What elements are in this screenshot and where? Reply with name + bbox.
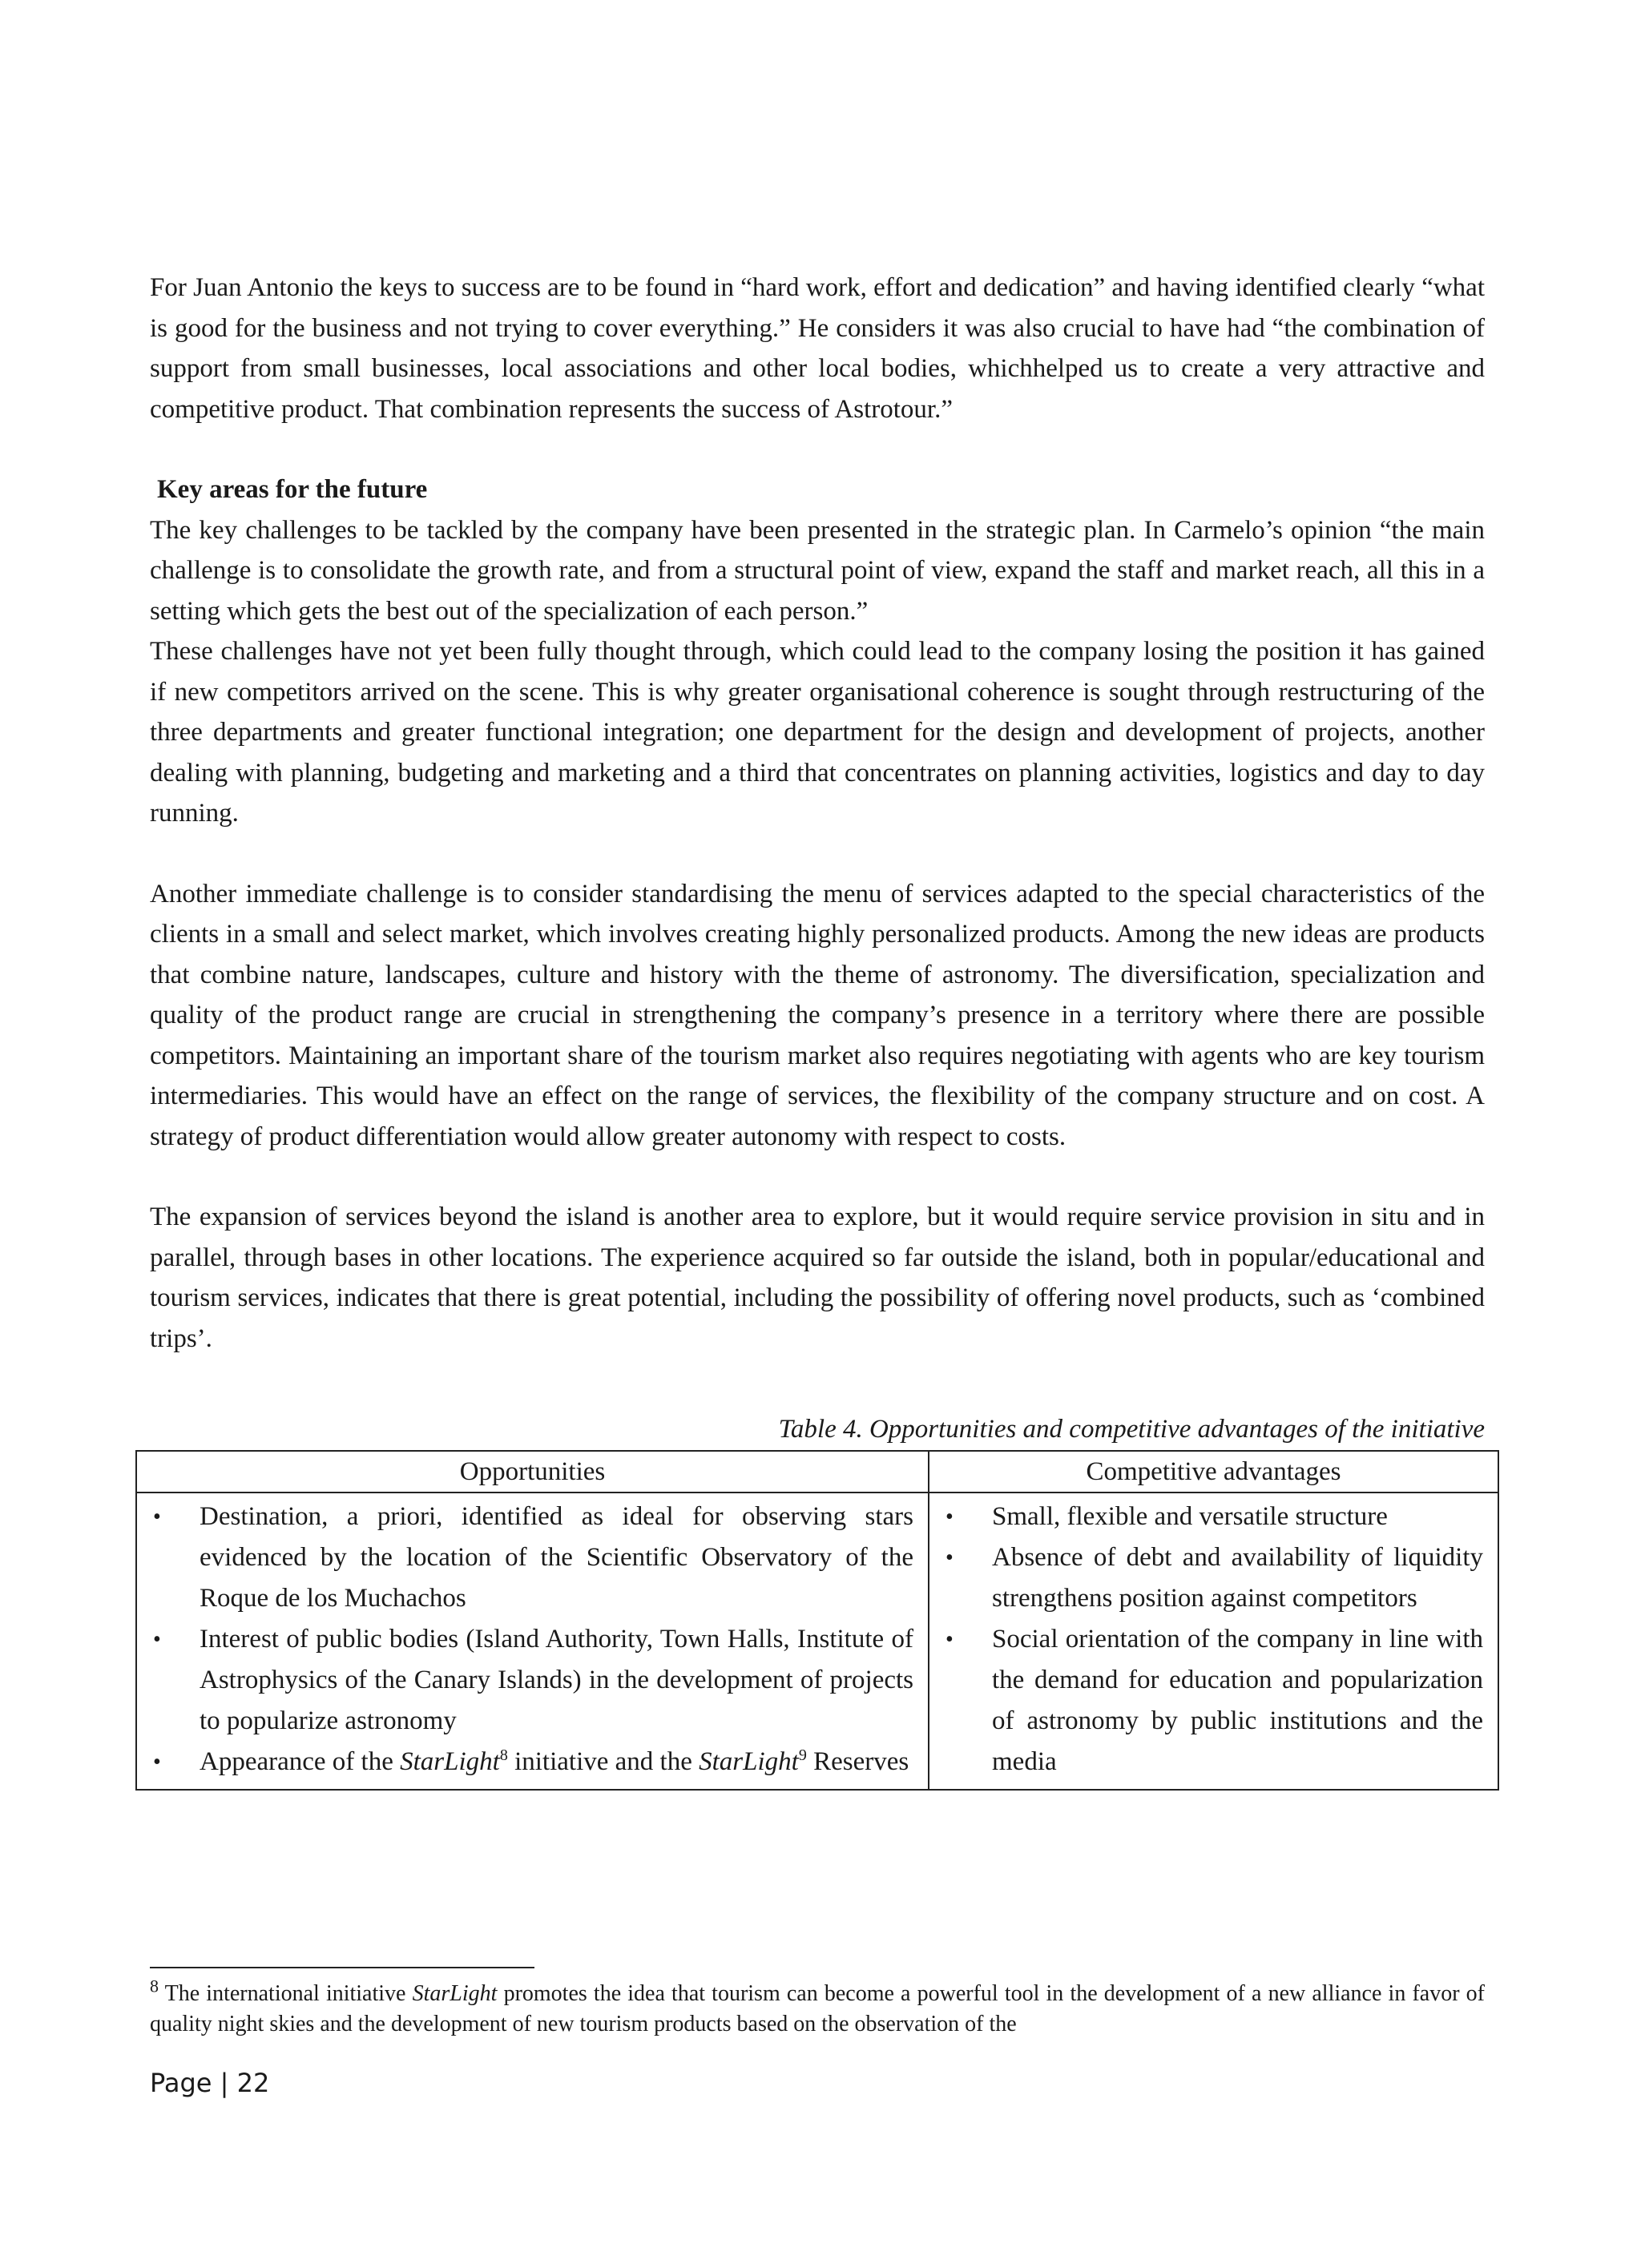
footnote-divider [150,1967,534,1968]
bullet-icon: • [945,1505,954,1529]
opportunities-header: Opportunities [136,1451,929,1493]
bullet-icon: • [945,1545,954,1570]
paragraph-expansion: The expansion of services beyond the island is another area to explore, but it would require service provision in situ and in parallel, through bases in other locations. The experience acquired so far outside the island, both in popular/educational and tourism services, indicates that there is great potential, including the possibility of offering novel products, such as ‘combined trips’. [150,1202,1485,1353]
list-item [941,1537,1483,1619]
paragraph-key-challenges: The key challenges to be tackled by the company have been presented in the strategic plan. In Carmelo’s opinion “the main challenge is to consolidate the growth rate, and from a structural point of view, expand the staff and market reach, all this in a setting which gets the best out of the specialization of each person.” [150,515,1485,626]
footnote-ref: 9 [798,1746,807,1764]
list-item [941,1619,1483,1783]
advantages-header: Competitive advantages [929,1451,1498,1493]
bullet-icon: • [153,1505,161,1529]
footnote [150,1976,1486,2040]
bullet-icon: • [945,1627,954,1652]
list-item-text: Social orientation of the company in line with the demand for education and popularization of astronomy by public institutions and the media [992,1625,1483,1776]
list-item [148,1497,913,1619]
paragraph-restructuring: These challenges have not yet been fully thought through, which could lead to the company losing the position it has gained if new competitors arrived on the scene. This is why greater organisational coherence is sought through restructuring of the three departments and greater functional integration; one department for the design and development of projects, another dealing with planning, budgeting and marketing and a third that concentrates on planning activities, logistics and day to day running. [150,637,1485,828]
advantages-list [941,1497,1483,1783]
opportunities-list [148,1497,913,1783]
paragraph-keys-to-success: For Juan Antonio the keys to success are to be found in “hard work, effort and dedication” and having identified clearly “what is good for the business and not trying to cover everything.” He considers it was also crucial to have had “the combination of support from small businesses, local associations and other local bodies, whichhelped us to create a very attractive and competitive product. That combination represents the success of Astrotour.” [150,273,1485,424]
list-item [941,1497,1483,1537]
table-caption: Table 4. Opportunities and competitive advantages of the initiative [778,1415,1485,1444]
advantages-cell [929,1493,1498,1790]
paragraph-standardising: Another immediate challenge is to consider standardising the menu of services adapted to the special characteristics of the clients in a small and select market, which involves creating highly personalized products. Among the new ideas are products that combine nature, landscapes, culture and history with the theme of astronomy. The diversification, specialization and quality of the product range are crucial in strengthening the company’s presence in a territory where there are possible competitors. Maintaining an important share of the tourism market also requires negotiating with agents who are key tourism intermediaries. This would have an effect on the range of services, the flexibility of the company structure and on cost. A strategy of product differentiation would allow greater autonomy with respect to costs. [150,879,1485,1151]
list-item-text: Small, flexible and versatile structure [992,1502,1388,1531]
footnote-ref: 8 [499,1746,508,1764]
footnote-text: The international initiative [159,1981,413,2006]
footnote-text: promotes the idea that tourism can become a powerful tool in the development of a new alliance in favor of quality night skies and the development of new tourism products based on the observation of the [150,1981,1486,2036]
bullet-icon: • [153,1750,161,1775]
list-item-text: Interest of public bodies (Island Authority, Town Halls, Institute of Astrophysics of the Canary Islands) in the development of projects to popularize astronomy [200,1625,913,1735]
list-item-text: initiative and the [507,1747,700,1776]
list-item-text: Appearance of the [200,1747,401,1776]
list-item [148,1742,913,1783]
starlight-italic: StarLight [400,1747,500,1776]
starlight-italic: StarLight [699,1747,799,1776]
page-number: Page | 22 [150,2068,270,2098]
table-header-row [136,1451,1498,1493]
list-item-text: Destination, a priori, identified as ideal for observing stars evidenced by the location of the Scientific Observatory of the Roque de los Muchachos [200,1502,913,1613]
opportunities-cell [136,1493,929,1790]
opportunities-table [135,1450,1499,1791]
list-item [148,1619,913,1742]
footnote-italic: StarLight [412,1981,498,2006]
body-text [150,268,1485,1791]
footnote-number: 8 [150,1976,159,1996]
section-heading: Key areas for the future [157,475,428,504]
bullet-icon: • [153,1627,161,1652]
table-row [136,1493,1498,1790]
list-item-text: Reserves [806,1747,909,1776]
list-item-text: Absence of debt and availability of liquidity strengthens position against competitors [992,1543,1483,1613]
